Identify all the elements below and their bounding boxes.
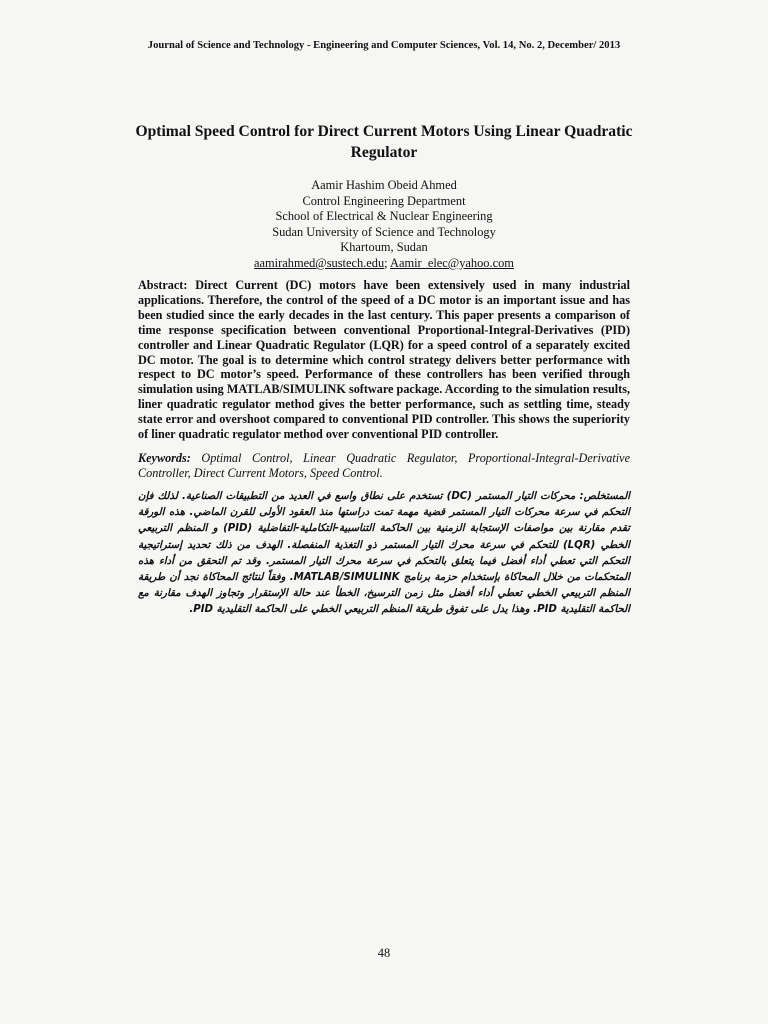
author-emails — [134, 256, 634, 272]
author-name: Aamir Hashim Obeid Ahmed — [311, 178, 457, 192]
author-department: Control Engineering Department — [302, 193, 466, 208]
email-link-secondary[interactable]: Aamir_elec@yahoo.com — [390, 255, 514, 270]
journal-header: Journal of Science and Technology - Engineering and Computer Sciences, Vol. 14, No. 2, December/ 2013 — [147, 40, 621, 51]
author-university: Sudan University of Science and Technology — [272, 224, 496, 239]
paper-title: Optimal Speed Control for Direct Current Motors Using Linear Quadratic Regulator — [135, 123, 633, 161]
author-location: Khartoum, Sudan — [340, 240, 428, 255]
keywords-paragraph — [138, 451, 630, 481]
author-school: School of Electrical & Nuclear Engineering — [275, 209, 493, 224]
author-block — [134, 178, 634, 272]
keywords-text: Optimal Control, Linear Quadratic Regulator, Proportional-Integral-Derivative Controller, Direct Current Motors, Speed Control. — [138, 451, 630, 480]
email-link-primary[interactable]: aamirahmed@sustech.edu — [254, 255, 385, 270]
keywords-label: Keywords: — [138, 451, 191, 465]
page-number: 48 — [377, 946, 391, 960]
arabic-abstract-paragraph: المستخلص: محركات التيار المستمر (DC) تستخدم على نطاق واسع في العديد من التطبيقات الصناعية. لذلك فإن التحكم في سرعة محركات التيار المستمر قضية مهمة تمت دراستها منذ العقود الأولى للقرن الماضي. هذه الورقة تقدم مقارنة بين مواصفات الإستجابة الزمنية بين الحاكمة التناسبية-التكاملية-التفاضلية (PID) و المنظم التربيعي الخطي (LQR) للتحكم في سرعة محرك التيار المستمر ذو التغذية المنفصلة. الهدف من ذلك تحديد إستراتيجية التحكم التي تعطي أداء أفضل فيما يتعلق بالتحكم في سرعة محرك التيار المستمر. وقد تم التحقق من أداء هذه المتحكمات من خلال المحاكاة بإستخدام حزمة برنامج MATLAB/SIMULINK. وفقاً لنتائج المحاكاة نجد أن طريقة المنظم التربيعي الخطي تعطي أداء أفضل مثل زمن الترسيخ، الخطأ عند حالة الإستقرار وتجاوز الهدف مقارنة مع الحاكمة التقليدية PID. وهذا يدل على تفوق طريقة المنظم التربيعي الخطي على الحاكمة التقليدية PID. — [138, 491, 631, 616]
email-separator: ; — [384, 255, 391, 270]
abstract-paragraph: Abstract: Direct Current (DC) motors have been extensively used in many industrial applications. Therefore, the control of the speed of a DC motor is an important issue and has been studied since the early decades in the last century. This paper presents a comparison of time response specification between conventional Proportional-Integral-Derivatives (PID) controller and Linear Quadratic Regulator (LQR) for a speed control of a separately excited DC motor. The goal is to determine which control strategy delivers better performance with respect to DC motor’s speed. Performance of these controllers has been verified through simulation using MATLAB/SIMULINK software package. According to the simulation results, liner quadratic regulator method gives the better performance, such as settling time, steady state error and overshoot compared to conventional PID controller. This shows the superiority of liner quadratic regulator method over conventional PID controller. — [138, 278, 630, 442]
